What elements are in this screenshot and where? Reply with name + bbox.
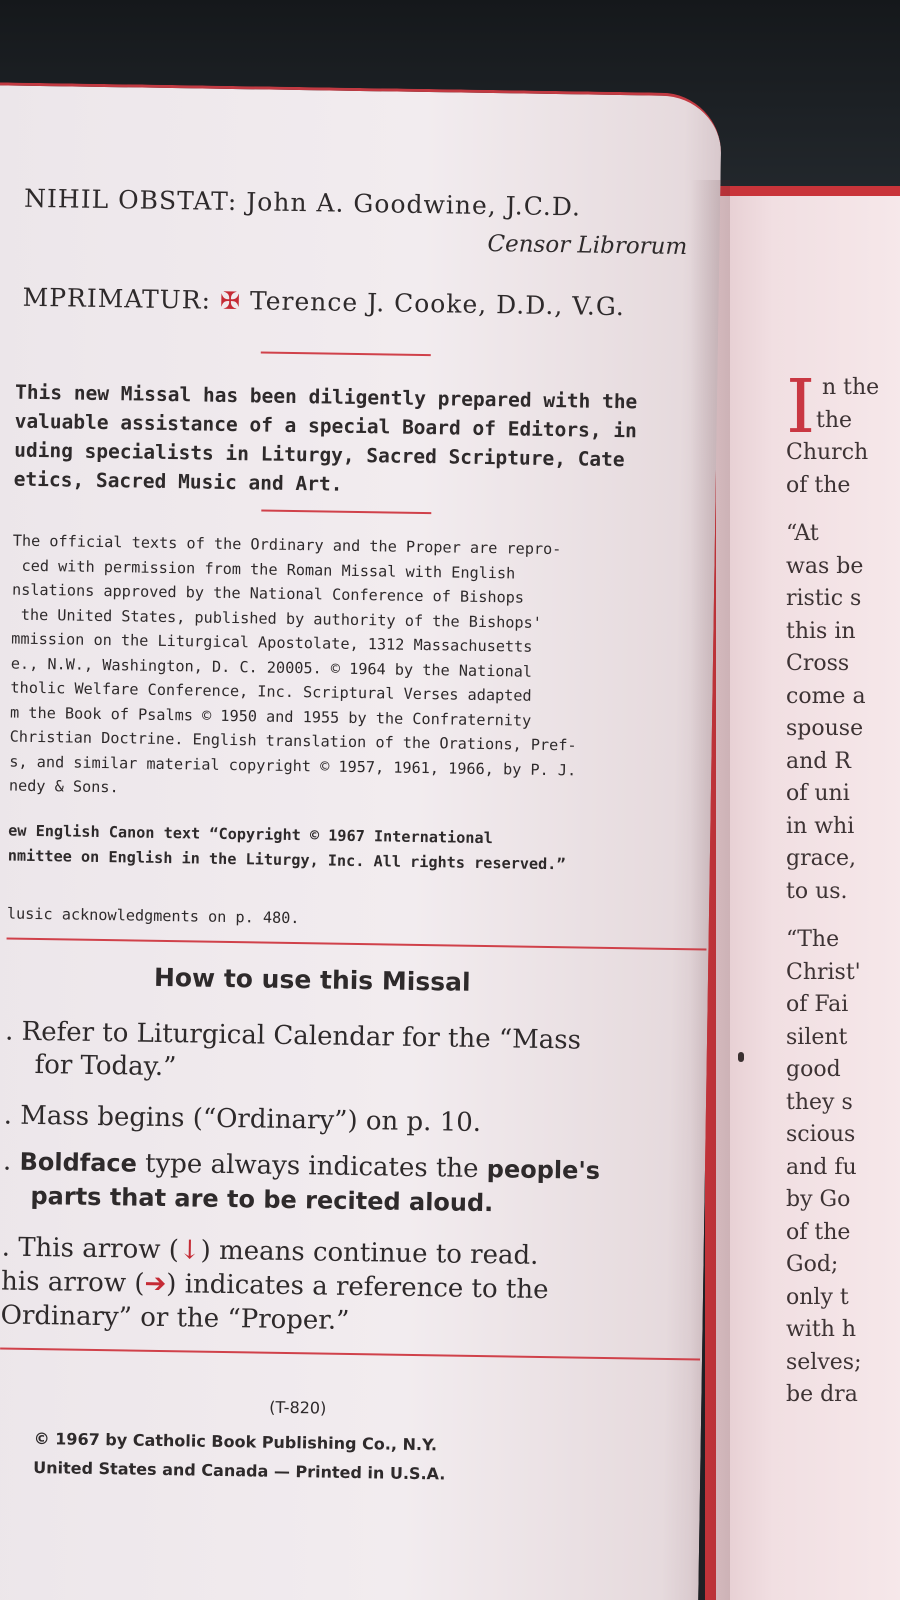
red-rule-1 [261,351,431,356]
howto-item-3b [30,1180,493,1220]
item4-b1: his arrow ( [0,1266,145,1299]
cross-icon: ✠ [219,286,242,316]
right-page-line: in whi [786,813,855,839]
nihil-obstat-line [24,184,581,222]
red-rule-3 [7,938,707,951]
imprimatur-line [22,283,625,321]
item3-bold-peoples: people's [486,1155,601,1185]
officialBlock-line: nedy & Sons. [8,776,119,797]
officialBlock-line: m the Book of Psalms © 1950 and 1955 by the Confraternity [9,703,532,730]
right-page-line: be dra [786,1382,858,1407]
music-acknowledgments: lusic acknowledgments on p. 480. [6,904,300,928]
right-page-line: of the [786,1219,851,1245]
item4-a2: ) means continue to read. [200,1235,539,1271]
page-gutter-shadow [690,180,730,1600]
editors-paragraph [14,378,638,504]
item3-bold-parts: parts that are to be recited aloud. [30,1181,494,1218]
right-page-line: God; [786,1252,839,1277]
right-page-line: this in [786,618,856,644]
editorsBlock-line: etics, Sacred Music and Art. [13,467,343,496]
item3-bold-boldface: Boldface [19,1147,138,1178]
right-page-line: and fu [786,1154,857,1180]
left-page [0,82,722,1600]
right-page-line: of uni [786,781,850,806]
right-page-line: by Go [786,1187,851,1212]
officialBlock-line: Christian Doctrine. English translation of the Orations, Pref- [9,727,577,755]
right-page-line: only t [786,1284,849,1310]
editorsBlock-line: valuable assistance of a special Board of Editors, in [14,409,638,443]
red-rule-4 [0,1347,700,1360]
right-page-line: come a [786,683,866,709]
howto-item-1b: for Today.” [34,1049,177,1083]
right-page-text [786,364,900,1412]
right-page-line: “The [786,927,840,952]
copyright-line-2: United States and Canada — Printed in U.S.A. [33,1458,446,1484]
canonBlock-line: nmittee on English in the Liturgy, Inc. All rights reserved.” [7,846,566,873]
officialBlock-line: nslations approved by the National Conference of Bishops [11,580,525,607]
officialBlock-line: s, and similar material copyright © 1957, 1961, 1966, by P. J. [9,752,577,779]
right-page-line: good [786,1057,841,1082]
right-page-line: and R [786,748,851,774]
right-page-line: scious [786,1122,856,1147]
right-page-line: with h [786,1317,857,1342]
imprimatur-name: Terence J. Cooke, D.D., V.G. [249,286,626,322]
howto-title: How to use this Missal [153,962,471,997]
right-page-line: of the [786,472,851,498]
censor-role: Censor Librorum [487,230,688,261]
arrow-down-icon: ↓ [178,1235,201,1266]
nihil-obstat-name: John A. Goodwine, J.C.D. [246,187,582,222]
officialBlock-line: the United States, published by authority of the Bishops' [11,605,543,632]
editorsBlock-line: This new Missal has been diligently prepared with the [14,380,638,414]
right-page-line: Cross [786,651,850,676]
red-rule-2 [261,509,431,514]
official-texts-paragraph [9,529,580,807]
right-page-line: ristic s [786,586,862,611]
officialBlock-line: tholic Welfare Conference, Inc. Scriptural Verses adapted [10,678,532,705]
item4-b2: ) indicates a reference to the [166,1269,549,1306]
officialBlock-line: mmission on the Liturgical Apostolate, 1312 Massachusetts [11,629,533,656]
right-page-line: Christ' [786,959,861,985]
right-page-line: was be [786,553,864,579]
right-page-line: they s [786,1089,853,1115]
nihil-obstat-label: NIHIL OBSTAT: [23,183,238,217]
officialBlock-line: The official texts of the Ordinary and the Proper are repro- [12,531,562,559]
officialBlock-line: e., N.W., Washington, D. C. 20005. © 1964 by the National [10,654,533,681]
officialBlock-line: ced with permission from the Roman Missal with English [12,556,516,582]
howto-item-1a: . Refer to Liturgical Calendar for the “Mass [4,1016,582,1056]
item4-a1: . This arrow ( [1,1232,180,1266]
right-page-line: the [816,407,853,433]
right-page-line: to us. [786,878,848,904]
right-page-line: n the [822,375,880,400]
right-page-line: silent [786,1024,848,1050]
right-page-line: “At [786,521,819,546]
right-page-line: selves; [786,1349,862,1375]
arrow-right-icon: ➔ [144,1268,167,1300]
right-page-line: of Fai [786,992,849,1017]
howto-item-2: . Mass begins (“Ordinary”) on p. 10. [3,1100,482,1138]
canon-text-paragraph [8,819,566,877]
item3-prefix: . [2,1146,20,1177]
imprimatur-label: MPRIMATUR: [22,282,212,315]
copyright-line-1: © 1967 by Catholic Book Publishing Co., N.Y. [33,1429,438,1455]
publication-code: (T-820) [269,1397,327,1418]
right-page-line [786,502,900,518]
howto-item-4c: Ordinary” or the “Proper.” [0,1300,350,1336]
right-page-line: spouse [786,716,864,741]
drop-cap: I [786,364,816,450]
item3-mid: type always indicates the [136,1148,488,1185]
ink-mark [738,1052,744,1062]
canonBlock-line: ew English Canon text “Copyright © 1967 International [8,821,493,848]
right-page-line [786,908,900,924]
right-page-line: Church [786,440,869,465]
right-page-line: grace, [786,846,857,871]
editorsBlock-line: uding specialists in Liturgy, Sacred Scripture, Cate [14,438,625,472]
